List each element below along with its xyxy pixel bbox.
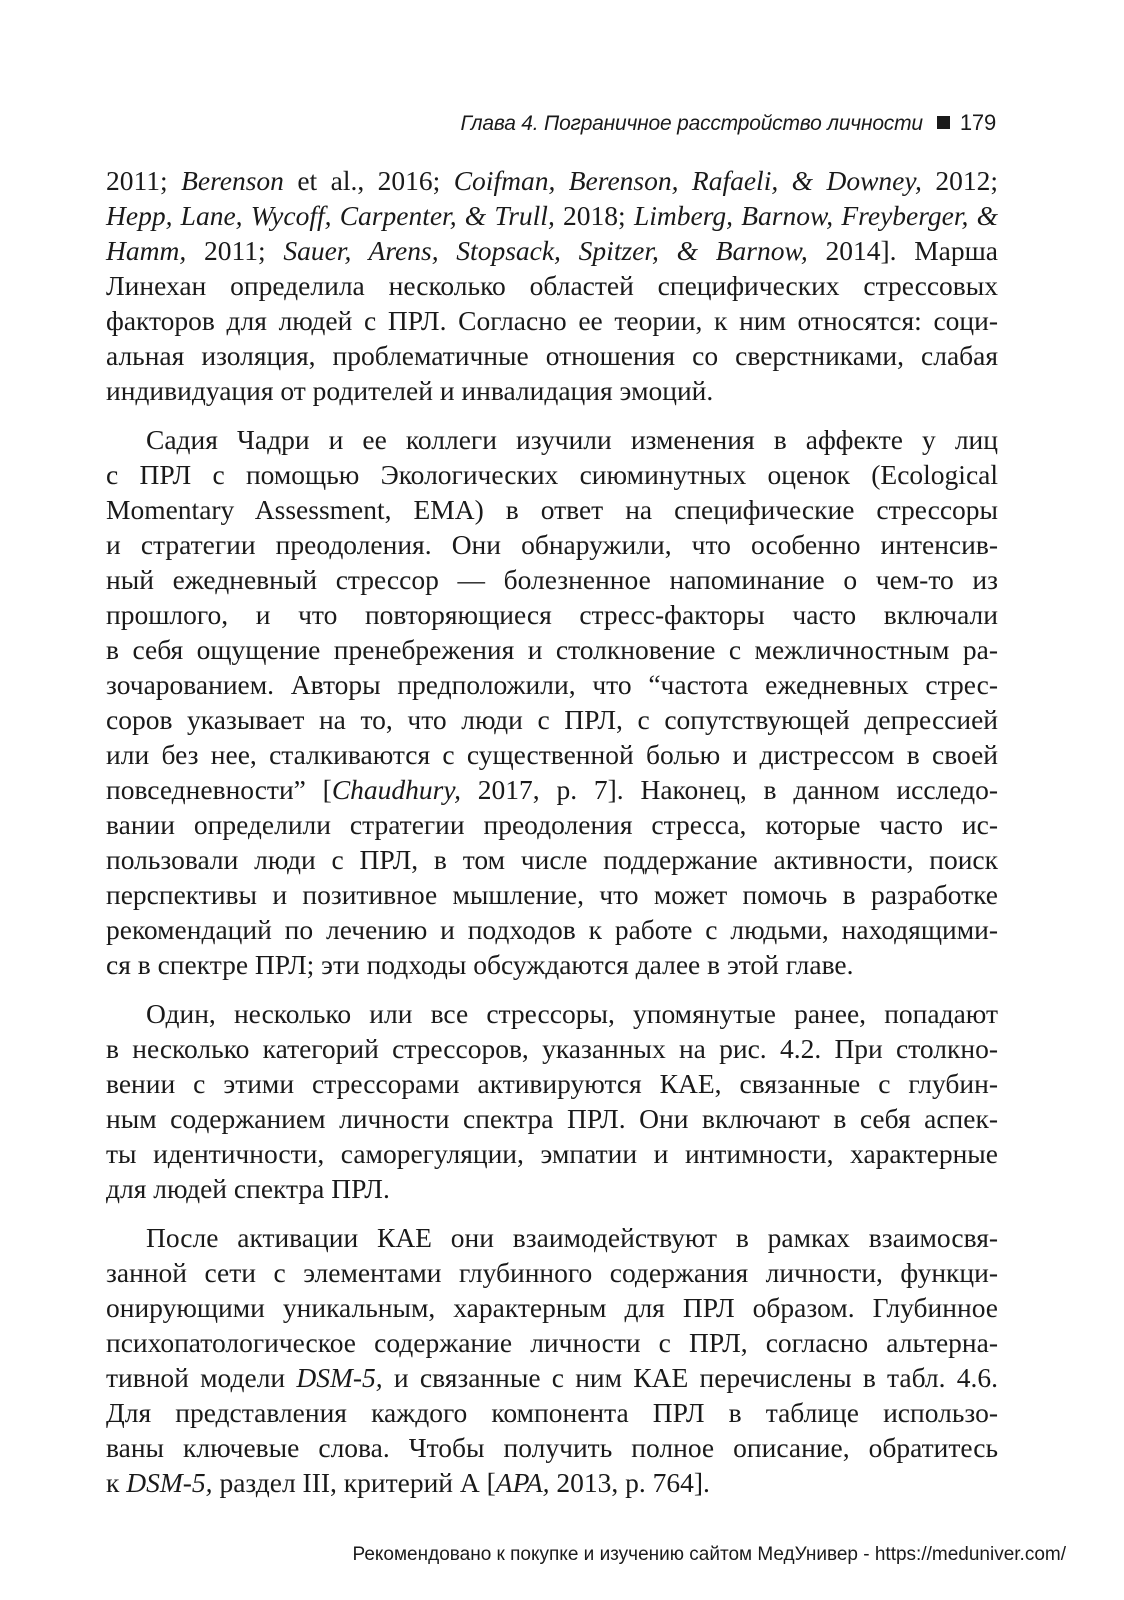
text-run: или без нее, сталкиваются с существенной болью и дистрессом в своей [106,739,998,770]
text-line [106,597,998,632]
text-run: в несколько категорий стрессоров, указанных на рис. 4.2. При столкно- [106,1033,998,1064]
text-line [106,163,998,198]
paragraph [106,996,998,1206]
text-run: вении с этими стрессорами активируются КАЕ, связанные с глубин- [106,1068,998,1099]
text-run: для людей спектра ПРЛ. [106,1173,390,1204]
italic-citation: Sauer, Arens, Stopsack, Spitzer, & Barnow, [283,235,808,266]
text-run: 2014]. Марша [807,235,999,266]
text-run: пользовали люди с ПРЛ, в том числе поддержание активности, поиск [106,844,998,875]
text-run: перспективы и позитивное мышление, что может помочь в разработке [106,879,998,910]
text-line [106,947,998,982]
text-run: и стратегии преодоления. Они обнаружили, что особенно интенсив- [106,529,998,560]
text-line [106,268,998,303]
page-number: 179 [959,110,996,135]
text-line [106,1290,998,1325]
italic-citation: DSM-5, [296,1362,383,1393]
running-head [460,108,996,139]
text-run: психопатологическое содержание личности с ПРЛ, согласно альтерна- [106,1327,998,1358]
text-run: Для представления каждого компонента ПРЛ в таблице использо- [106,1397,998,1428]
text-line [106,492,998,527]
text-line [106,1136,998,1171]
text-line [106,996,998,1031]
text-run: в себя ощущение пренебрежения и столкновение с межличностным ра- [106,634,998,665]
italic-citation: Berenson [181,165,284,196]
square-bullet-icon [937,116,950,129]
text-run: 2011; [106,165,182,196]
italic-citation: APA, [495,1467,550,1498]
paragraph [106,163,998,408]
text-line [106,807,998,842]
text-run: к [106,1467,127,1498]
text-run: занной сети с элементами глубинного содержания личности, функци- [106,1257,998,1288]
text-run: онирующими уникальным, характерным для ПРЛ образом. Глубинное [106,1292,998,1323]
text-run: ся в спектре ПРЛ; эти подходы обсуждаются далее в этой главе. [106,949,854,980]
text-line [106,1066,998,1101]
text-line [106,1101,998,1136]
text-line [106,842,998,877]
text-line [106,527,998,562]
text-line [106,1395,998,1430]
italic-citation: DSM-5, [126,1467,213,1498]
text-line [106,912,998,947]
text-line [106,198,998,233]
running-title: Глава 4. Пограничное расстройство личности [460,112,923,135]
text-line [106,1171,998,1206]
text-line [106,1360,998,1395]
text-run: 2017, p. 7]. Наконец, в данном исследо- [460,774,999,805]
text-run: Линехан определила несколько областей специфических стрессовых [106,270,998,301]
text-line [106,702,998,737]
text-line [106,737,998,772]
text-line [106,1220,998,1255]
text-line [106,1465,998,1500]
text-run: зочарованием. Авторы предположили, что “частота ежедневных стрес- [106,669,998,700]
text-run: соров указывает на то, что люди с ПРЛ, с сопутствующей депрессией [106,704,998,735]
text-run: тивной модели [106,1362,297,1393]
text-run: факторов для людей с ПРЛ. Согласно ее теории, к ним относятся: соци- [106,305,998,336]
text-line [106,772,998,807]
text-line [106,457,998,492]
text-run: Momentary Assessment, EMA) в ответ на специфические стрессоры [106,494,998,525]
text-run: ный ежедневный стрессор — болезненное напоминание о чем-то из [106,564,998,595]
text-run: альная изоляция, проблематичные отношения со сверстниками, слабая [106,340,998,371]
text-line [106,1325,998,1360]
text-line [106,1255,998,1290]
text-run: раздел III, критерий А [ [212,1467,496,1498]
italic-citation: Hepp, Lane, Wycoff, Carpenter, & Trull, [106,200,555,231]
italic-citation: Hamm, [106,235,187,266]
text-run: 2011; [186,235,284,266]
italic-citation: Coifman, Berenson, Rafaeli, & Downey, [453,165,922,196]
text-run: Садия Чадри и ее коллеги изучили изменения в аффекте у лиц [146,424,998,455]
text-run: и связанные с ним КАЕ перечислены в табл. 4.6. [382,1362,998,1393]
footer-note: Рекомендовано к покупке и изучению сайтом МедУнивер - https://meduniver.com/ [352,1544,1066,1565]
text-run: ты идентичности, саморегуляции, эмпатии и интимности, характерные [106,1138,998,1169]
text-line [106,667,998,702]
paragraph [106,422,998,982]
italic-citation: Limberg, Barnow, Freyberger, & [633,200,999,231]
body-text [106,163,998,1500]
text-run: с ПРЛ с помощью Экологических сиюминутных оценок (Ecological [106,459,998,490]
text-run: ным содержанием личности спектра ПРЛ. Они включают в себя аспек- [106,1103,998,1134]
text-line [106,373,998,408]
text-run: После активации КАЕ они взаимодействуют в рамках взаимосвя- [146,1222,998,1253]
text-run: 2013, p. 764]. [549,1467,710,1498]
italic-citation: Chaudhury, [331,774,461,805]
text-run: 2012; [921,165,999,196]
text-run: ваны ключевые слова. Чтобы получить полное описание, обратитесь [106,1432,998,1463]
text-line [106,233,998,268]
text-line [106,422,998,457]
text-run: повседневности” [ [106,774,332,805]
text-run: индивидуация от родителей и инвалидация эмоций. [106,375,714,406]
text-run: Один, несколько или все стрессоры, упомянутые ранее, попадают [146,998,998,1029]
text-line [106,632,998,667]
text-line [106,338,998,373]
text-run: рекомендаций по лечению и подходов к работе с людьми, находящими- [106,914,998,945]
paragraph [106,1220,998,1500]
text-line [106,877,998,912]
text-line [106,1430,998,1465]
text-line [106,1031,998,1066]
text-line [106,303,998,338]
text-run: прошлого, и что повторяющиеся стресс-факторы часто включали [106,599,998,630]
text-run: et al., 2016; [283,165,454,196]
text-run: вании определили стратегии преодоления стресса, которые часто ис- [106,809,998,840]
text-run: 2018; [554,200,634,231]
text-line [106,562,998,597]
